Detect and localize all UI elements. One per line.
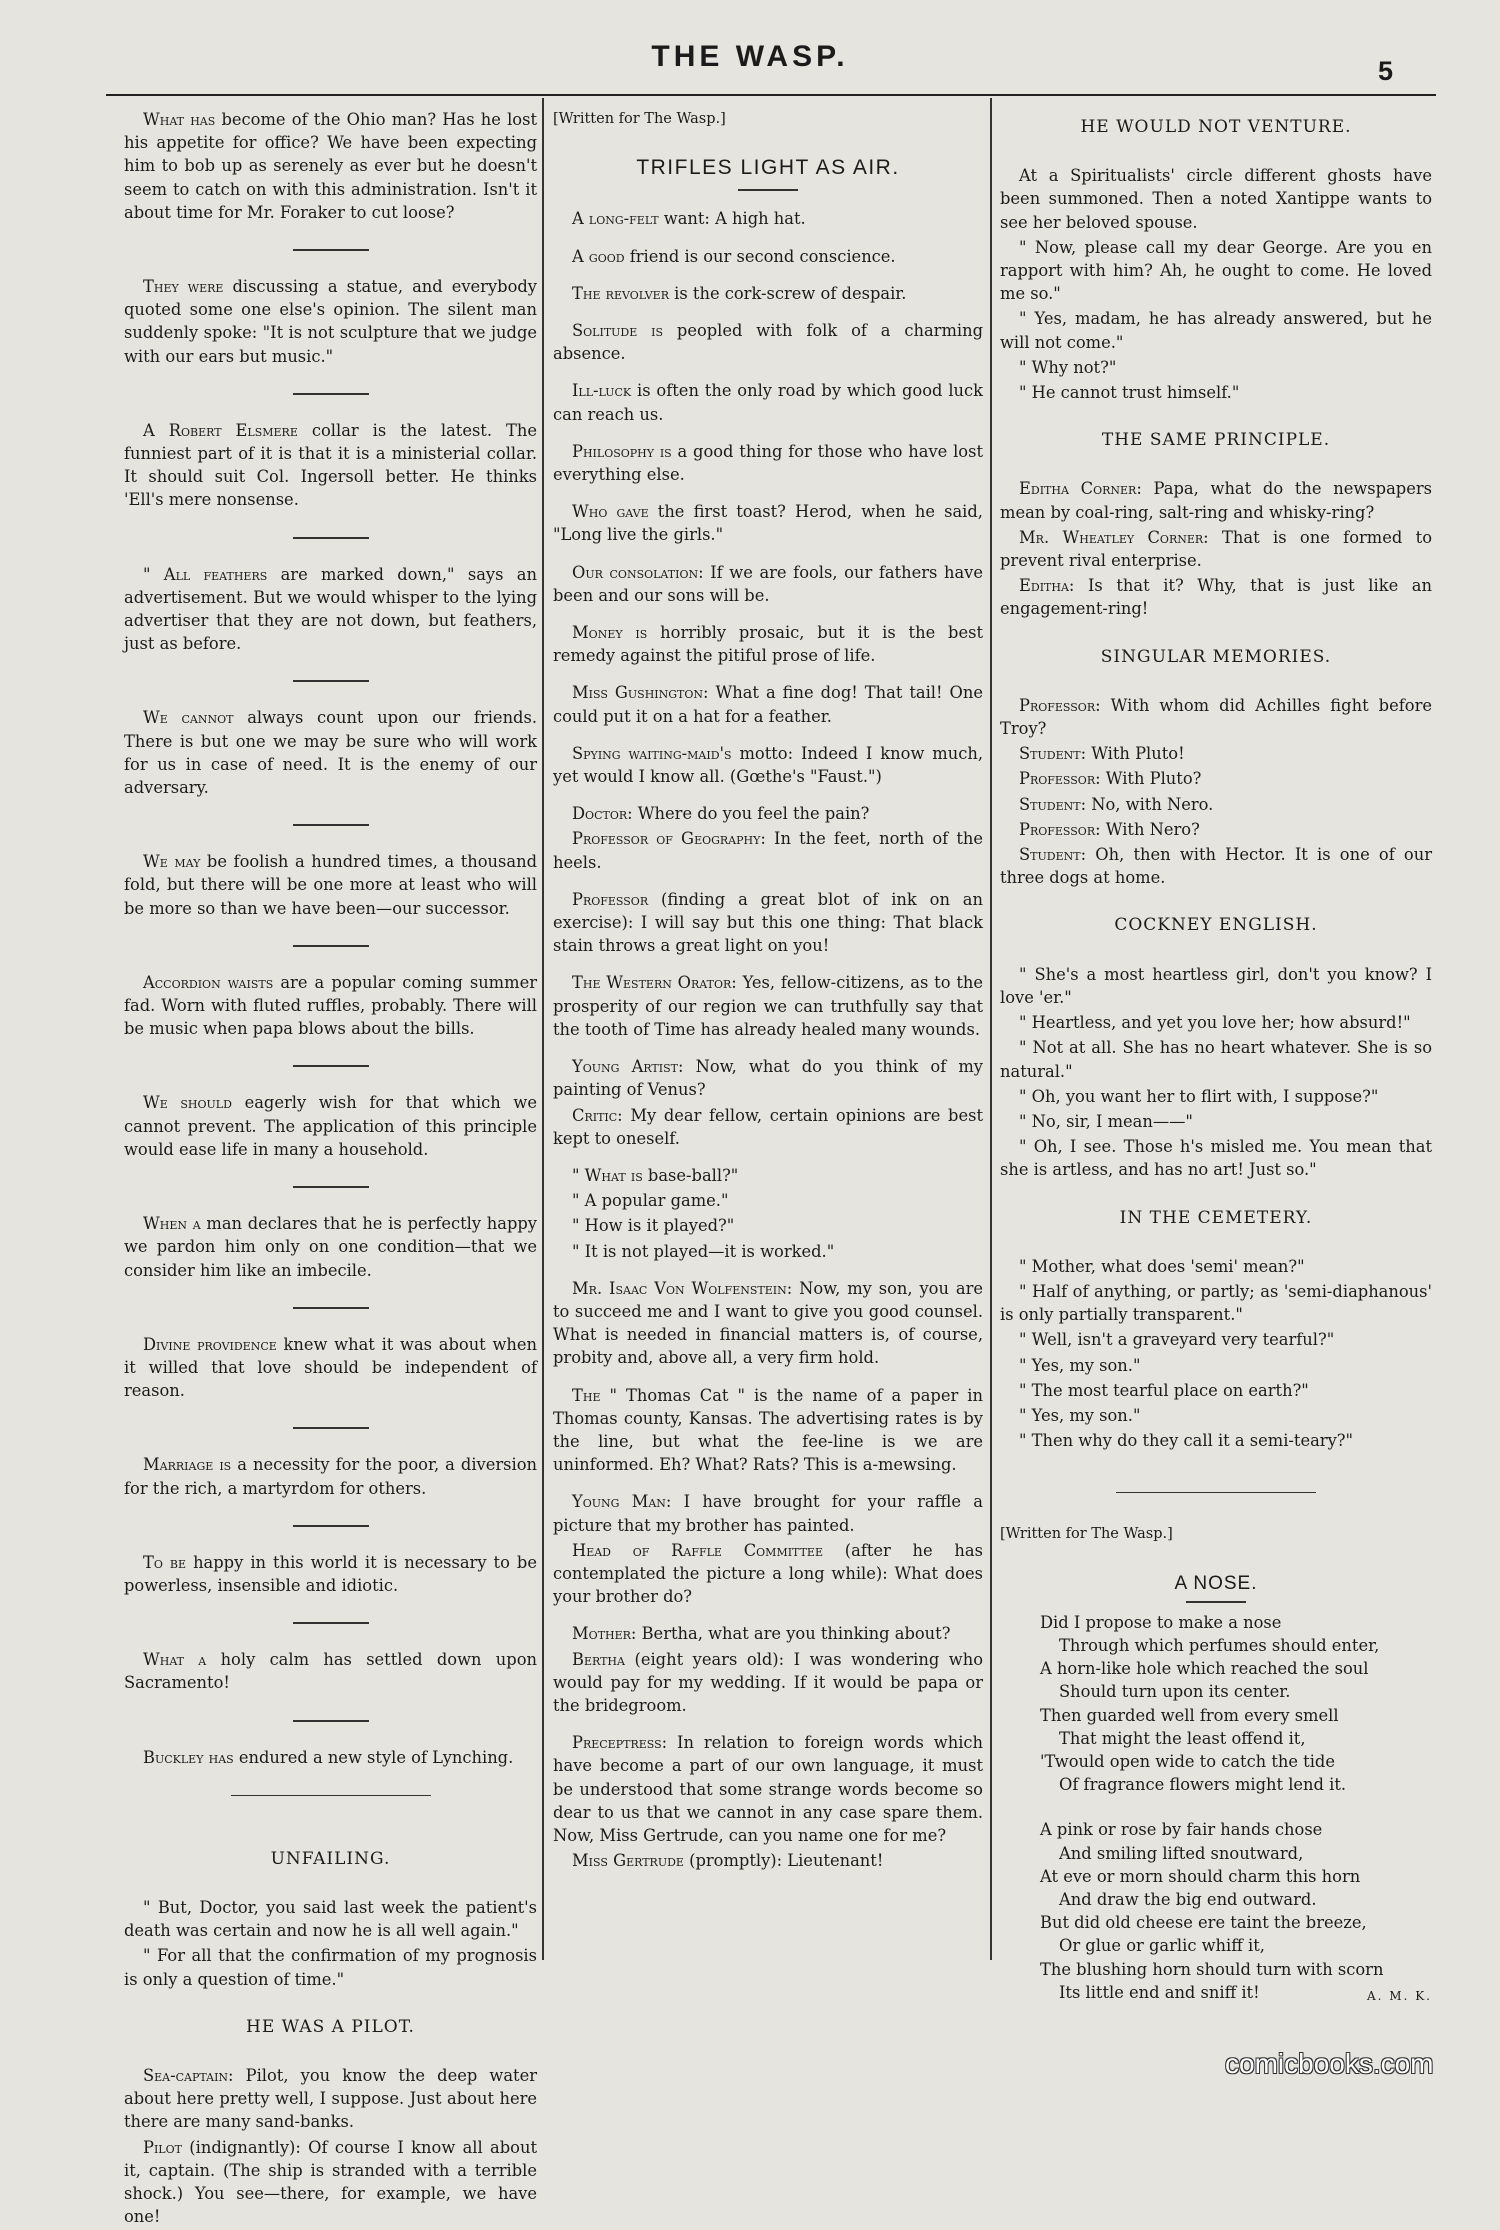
speaker: Editha: (1019, 576, 1075, 596)
speech: Papa, what do the newspapers mean by coal-ring, salt-ring and whisky-ring? (1000, 479, 1432, 522)
speech: (promptly): Lieutenant! (683, 1851, 884, 1871)
dialogue-line: " A popular game." (572, 1191, 729, 1211)
dialogue-line (1000, 574, 1432, 620)
dialogue-line: " How is it played?" (572, 1216, 735, 1236)
column-divider-left (542, 98, 544, 1960)
item-text: peopled with folk of a charming absence. (553, 321, 983, 364)
poem-signature: A. M. K. (1367, 1988, 1432, 2003)
dialogue-line: " Mother, what does 'semi' mean?" (1019, 1256, 1305, 1276)
item-text: motto: Indeed I know much, yet would I know all. (Gœthe's "Faust.") (553, 743, 984, 787)
speech: In relation to foreign words which have become a part of our own language, it must be understood that some strange words become so dear to us that we cannot in any case spare them. Now, Miss Gertrude, can you name one for me? (553, 1733, 983, 1845)
speaker: Professor of Geography: (572, 829, 766, 849)
item-text: the first toast? Herod, when he said, "Long live the girls." (553, 502, 983, 545)
dialogue-line: " For all that the confirmation of my prognosis is only a question of time." (124, 1946, 537, 1989)
speaker: Pilot (143, 2137, 182, 2157)
speech: My dear fellow, certain opinions are best kept to oneself. (553, 1105, 983, 1148)
trifle-item (553, 379, 983, 425)
column-2 (553, 108, 983, 1874)
lead-in: What a (143, 1650, 207, 1670)
speech: I have brought for your raffle a picture that my brother has painted. (553, 1492, 983, 1535)
trifle-item (553, 621, 983, 667)
paragraph (124, 971, 537, 1041)
lead-in: Miss Gushington: (572, 683, 709, 703)
dialogue-line (1000, 694, 1432, 740)
section-heading-trifles: TRIFLES LIGHT AS AIR. (636, 156, 900, 180)
paragraph (124, 1333, 537, 1403)
paragraph-text: become of the Ohio man? Has he lost his appetite for office? We have been expecting him to bob up as serenely as ever but he doesn't seem to catch on with this administration. Isn't it about time for Mr. Foraker to cut loose? (124, 110, 537, 222)
lead-in: Solitude is (572, 321, 664, 341)
speech: Now, what do you think of my painting of Venus? (553, 1057, 984, 1100)
paragraph-text: collar is the latest. The funniest part of it is that it is a ministerial collar. It should suit Col. Ingersoll better. He thinks 'Ell's mere nonsense. (124, 420, 537, 510)
dialogue-line: " Half of anything, or partly; as 'semi-diaphanous' is only partially transparent." (1000, 1281, 1432, 1325)
paragraph (124, 850, 537, 920)
dialogue-line: " Oh, I see. Those h's misled me. You mean that she is artless, and has no art! Just so." (1000, 1137, 1432, 1180)
lead-in: Who gave (572, 502, 649, 522)
paragraph (124, 1091, 537, 1161)
speaker: Mother: (572, 1624, 637, 1644)
dialogue-line (553, 1164, 983, 1187)
speaker: Preceptress: (572, 1733, 668, 1753)
section-heading-unfailing: UNFAILING. (270, 1848, 391, 1869)
paragraph (124, 275, 537, 368)
lead-in: We cannot (143, 708, 234, 728)
paragraph (124, 1551, 537, 1597)
column-3 (1000, 116, 1432, 2008)
poem-line-text: Its little end and sniff it! (1059, 1982, 1260, 2002)
dialogue-line (124, 2064, 537, 2134)
lead-in: We may (143, 852, 201, 872)
dialogue-line: " She's a most heartless girl, don't you know? I love 'er." (1000, 964, 1432, 1007)
poem-title: A NOSE. (1174, 1572, 1258, 1594)
speaker: Professor: (1019, 769, 1101, 789)
dialogue-line: " Oh, you want her to flirt with, I suppose?" (1019, 1086, 1379, 1106)
speaker: Professor: (1019, 819, 1101, 839)
speaker: Mr. Isaac Von Wolfenstein: (572, 1278, 793, 1298)
dialogue-line (553, 1490, 983, 1536)
trifle-item (553, 282, 983, 305)
paragraph-text: happy in this world it is necessary to be powerless, insensible and idiotic. (124, 1552, 537, 1595)
speech: Now, my son, you are to succeed me and I want to give you good counsel. What is needed in financial matters is, of course, probity and, above all, a very firm hold. (553, 1278, 983, 1368)
speech: That is one formed to prevent rival enterprise. (1000, 527, 1432, 571)
speech: Oh, then with Hector. It is one of our three dogs at home. (1000, 845, 1432, 888)
paragraph (124, 1648, 537, 1694)
lead-in: The revolver (572, 283, 669, 303)
poem-line: Did I propose to make a nose (1040, 1612, 1282, 1632)
dialogue-line: " Heartless, and yet you love her; how absurd!" (1019, 1013, 1411, 1033)
story-line: " He cannot trust himself." (1019, 383, 1240, 403)
paragraph (124, 419, 537, 512)
item-text: is often the only road by which good luck can reach us. (553, 381, 983, 424)
item-text: " Thomas Cat " is the name of a paper in Thomas county, Kansas. The advertising rates is by the line, but what the fee-line is we are uninformed. Eh? What? Rats? This is a-mewsing. (553, 1385, 983, 1475)
column-divider-right (990, 98, 992, 1960)
speaker: Professor (572, 889, 649, 909)
item-text: If we are fools, our fathers have been and our sons will be. (553, 562, 983, 605)
lead-in: The (572, 1385, 601, 1405)
lead-in: Ill-luck (572, 381, 632, 401)
poem-line: Of fragrance flowers might lend it. (1059, 1775, 1347, 1795)
section-heading-cockney: COCKNEY ENGLISH. (1114, 915, 1318, 936)
lead-in: When a (143, 1214, 201, 1234)
dialogue-line (553, 1539, 983, 1609)
section-heading-principle: THE SAME PRINCIPLE. (1101, 430, 1331, 451)
speech: No, with Nero. (1086, 794, 1214, 814)
separator-rule (293, 1065, 369, 1067)
dialogue-line (553, 1622, 983, 1645)
trifle-item (553, 319, 983, 365)
lead-in: " What is (572, 1165, 643, 1185)
paragraph (124, 1746, 537, 1769)
speaker: Young Artist: (572, 1057, 684, 1077)
dialogue-line: " Not at all. She has no heart whatever. She is so natural." (1000, 1038, 1432, 1081)
dialogue-line (553, 827, 983, 873)
speaker: Student: (1019, 744, 1087, 764)
speaker: Critic: (572, 1105, 623, 1125)
paragraph-text: a necessity for the poor, a diversion for the rich, a martyrdom for others. (124, 1455, 538, 1498)
speech: With Pluto! (1086, 744, 1185, 764)
lead-in: Divine providence (143, 1334, 277, 1354)
speaker: Student: (1019, 845, 1087, 865)
paragraph (124, 563, 537, 656)
paragraph (124, 1212, 537, 1282)
lead-in: Marriage is (143, 1455, 232, 1475)
lead-in: What has (143, 110, 216, 129)
story-line: At a Spiritualists' circle different ghosts have been summoned. Then a noted Xantippe wants to see her beloved spouse. (1000, 166, 1432, 232)
separator-rule (293, 824, 369, 826)
dialogue-line: " Then why do they call it a semi-teary?" (1019, 1431, 1353, 1451)
heading-rule (738, 189, 798, 191)
trifle-item (553, 888, 983, 958)
section-heading-venture: HE WOULD NOT VENTURE. (1080, 117, 1352, 137)
dialogue-line (553, 1731, 983, 1847)
speech: Bertha, what are you thinking about? (636, 1624, 951, 1644)
poem-line: 'Twould open wide to catch the tide (1040, 1751, 1335, 1771)
speech: With whom did Achilles fight before Troy? (1000, 695, 1432, 739)
page-number: 5 (1378, 56, 1394, 86)
poem-line: And draw the big end outward. (1059, 1889, 1317, 1909)
separator-rule (293, 1720, 369, 1722)
dialogue-line (553, 1648, 983, 1718)
speech: Is that it? Why, that is just like an engagement-ring! (1000, 576, 1432, 619)
paragraph-text: always count upon our friends. There is but one we may be sure who will work for us in case of need. It is the enemy of our adversary. (124, 708, 538, 798)
speech: (eight years old): I was wondering who would pay for my wedding. If it would be papa or the bridegroom. (553, 1649, 983, 1715)
speech: Pilot, you know the deep water about here pretty well, I suppose. Just about here there are many sand-banks. (124, 2065, 537, 2132)
separator-rule (293, 249, 369, 251)
dialogue-line (553, 1104, 983, 1150)
speaker: Sea-captain: (143, 2065, 234, 2085)
separator-rule (293, 537, 369, 539)
poem-line: A pink or rose by fair hands chose (1040, 1820, 1323, 1840)
dialogue-line (1000, 526, 1432, 572)
paragraph-text: man declares that he is perfectly happy we pardon him only on one condition—that we consider him like an imbecile. (124, 1214, 537, 1280)
lead-in: Buckley has (143, 1747, 234, 1767)
poem-line (1040, 1981, 1432, 2004)
separator-rule (293, 393, 369, 395)
poem-line: And smiling lifted snoutward, (1059, 1843, 1304, 1863)
trifle-item (553, 500, 983, 546)
section-heading-cemetery: IN THE CEMETERY. (1119, 1207, 1313, 1228)
item-text: is the cork-screw of despair. (669, 283, 907, 303)
speaker: Doctor: (572, 804, 633, 824)
lead-in: " All feathers (143, 564, 268, 584)
paragraph-text: are a popular coming summer fad. Worn with fluted ruffles, probably. There will be music when papa blows about the bills. (124, 972, 537, 1039)
separator-rule (293, 945, 369, 947)
poem-line: At eve or morn should charm this horn (1040, 1866, 1361, 1886)
speaker: Student: (1019, 794, 1087, 814)
paragraph (124, 706, 537, 799)
masthead-title: THE WASP. (651, 40, 849, 73)
story-line: " Now, please call my dear George. Are you en rapport with him? Ah, he ought to come. He loved me so." (1000, 237, 1432, 304)
trifle-item (553, 742, 983, 788)
written-for-note: [Written for The Wasp.] (1000, 1526, 1173, 1543)
dialogue-line: " It is not played—it is worked." (572, 1241, 835, 1261)
speaker: Mr. Wheatley Corner: (1019, 527, 1209, 547)
separator-rule (293, 1307, 369, 1309)
dialogue-line: " The most tearful place on earth?" (1019, 1380, 1309, 1400)
dialogue-line (1000, 477, 1432, 523)
dialogue-line: " Yes, my son." (1019, 1355, 1141, 1375)
item-text: want: A high hat. (658, 209, 806, 229)
item-text: a good thing for those who have lost everything else. (553, 441, 983, 485)
section-heading-memories: SINGULAR MEMORIES. (1100, 646, 1332, 667)
speaker: Bertha (572, 1649, 625, 1669)
story-line: " Yes, madam, he has already answered, but he will not come." (1000, 309, 1432, 352)
item-text: horribly prosaic, but it is the best remedy against the pitiful prose of life. (553, 623, 983, 666)
separator-rule (293, 680, 369, 682)
speech: (finding a great blot of ink on an exercise): I will say but this one thing: That black stain throws a great light on you! (553, 889, 983, 956)
lead-in: We should (143, 1093, 232, 1113)
separator-rule (293, 1622, 369, 1624)
dialogue-line (553, 802, 983, 825)
story-line: " Why not?" (1019, 357, 1117, 377)
poem-line: Then guarded well from every smell (1040, 1705, 1339, 1725)
dialogue-line: " But, Doctor, you said last week the patient's death was certain and now he is all well again." (124, 1897, 537, 1941)
poem-line: Through which perfumes should enter, (1059, 1635, 1380, 1655)
trifle-item (553, 1384, 983, 1477)
dialogue-line (553, 1055, 983, 1101)
lead-in: They were (143, 277, 224, 297)
paragraph-text: be foolish a hundred times, a thousand fold, but there will be one more at least who will be more so than we have been—our successor. (124, 852, 537, 918)
section-rule (231, 1795, 431, 1796)
written-for-note: [Written for The Wasp.] (553, 111, 726, 127)
lead-in: Spying waiting-maid's (572, 743, 732, 763)
paragraph (124, 108, 537, 224)
trifle-item (553, 207, 983, 230)
speech: base-ball?" (642, 1165, 739, 1185)
dialogue-line (1000, 843, 1432, 889)
poem-line: That might the least offend it, (1059, 1728, 1306, 1748)
poem (1000, 1611, 1432, 2004)
speaker: Professor: (1019, 695, 1101, 715)
poem-line: The blushing horn should turn with scorn (1040, 1959, 1384, 1979)
separator-rule (293, 1186, 369, 1188)
dialogue-line (553, 1849, 983, 1872)
speaker: Editha Corner: (1019, 479, 1142, 499)
lead-in: A long-felt (572, 209, 659, 229)
speech: With Pluto? (1100, 769, 1202, 789)
paragraph (124, 1453, 537, 1499)
speaker: The Western Orator: (572, 973, 737, 993)
lead-in: A Robert Elsmere (143, 420, 298, 440)
speech: (after he has contemplated the picture a long while): What does your brother do? (553, 1540, 983, 1607)
paragraph-text: endured a new style of Lynching. (233, 1747, 514, 1767)
lead-in: To be (143, 1552, 187, 1572)
trifle-item (553, 971, 983, 1041)
poem-line: But did old cheese ere taint the breeze, (1040, 1913, 1367, 1933)
speech: Yes, fellow-citizens, as to the prosperity of our region we can truthfully say that the tooth of Time has already healed many wounds. (553, 973, 983, 1039)
lead-in: Philosophy is (572, 441, 672, 461)
trifle-item (553, 1277, 983, 1370)
lead-in: Accordion waists (143, 972, 274, 992)
stanza-break (1040, 1796, 1432, 1818)
dialogue-line (1000, 818, 1432, 841)
header-rule (106, 94, 1436, 96)
speech: (indignantly): Of course I know all about it, captain. (The ship is stranded with a terrible shock.) You see—there, for example, we have one! (124, 2137, 537, 2227)
lead-in: Our consolation: (572, 562, 704, 582)
dialogue-line (1000, 767, 1432, 790)
trifle-item (553, 440, 983, 486)
dialogue-line (1000, 742, 1432, 765)
dialogue-line: " Well, isn't a graveyard very tearful?" (1019, 1330, 1335, 1350)
paragraph-text: knew what it was about when it willed that love should be independent of reason. (124, 1334, 537, 1401)
item-text: What a fine dog! That tail! One could put it on a hat for a feather. (553, 683, 984, 726)
separator-rule (293, 1525, 369, 1527)
poem-line: Should turn upon its center. (1059, 1682, 1291, 1702)
trifle-item (553, 245, 983, 268)
paragraph-text: holy calm has settled down upon Sacramento! (124, 1650, 537, 1693)
dialogue-line: " No, sir, I mean——" (1019, 1111, 1193, 1131)
speech: With Nero? (1100, 819, 1200, 839)
section-rule (1116, 1492, 1316, 1493)
item-text: friend is our second conscience. (624, 246, 896, 266)
column-1 (124, 108, 537, 2230)
poem-line: Or glue or garlic whiff it, (1059, 1936, 1265, 1956)
paragraph-text: eagerly wish for that which we cannot prevent. The application of this principle would ease life in many a household. (124, 1093, 537, 1159)
dialogue-line: " Yes, my son." (1019, 1405, 1141, 1425)
lead-in: A good (572, 246, 625, 266)
speaker: Young Man: (572, 1492, 672, 1512)
lead-in: Money is (572, 623, 648, 643)
trifle-item (553, 681, 983, 727)
trifle-item (553, 561, 983, 607)
heading-rule (1186, 1601, 1246, 1603)
speaker: Miss Gertrude (572, 1851, 684, 1871)
paragraph-text: are marked down," says an advertisement. But we would whisper to the lying advertiser that they are not down, but feathers, just as before. (124, 564, 537, 654)
speaker: Head of Raffle Committee (572, 1540, 823, 1560)
paragraph-text: discussing a statue, and everybody quoted some one else's opinion. The silent man suddenly spoke: "It is not sculpture that we judge with our ears but music." (124, 277, 537, 366)
poem-line: A horn-like hole which reached the soul (1040, 1659, 1369, 1679)
site-watermark: comicbooks.com (1225, 2048, 1434, 2079)
dialogue-line (1000, 793, 1432, 816)
speech: Where do you feel the pain? (632, 804, 870, 824)
section-heading-pilot: HE WAS A PILOT. (246, 2016, 415, 2037)
separator-rule (293, 1427, 369, 1429)
speech: In the feet, north of the heels. (553, 829, 983, 872)
dialogue-line (124, 2136, 537, 2229)
